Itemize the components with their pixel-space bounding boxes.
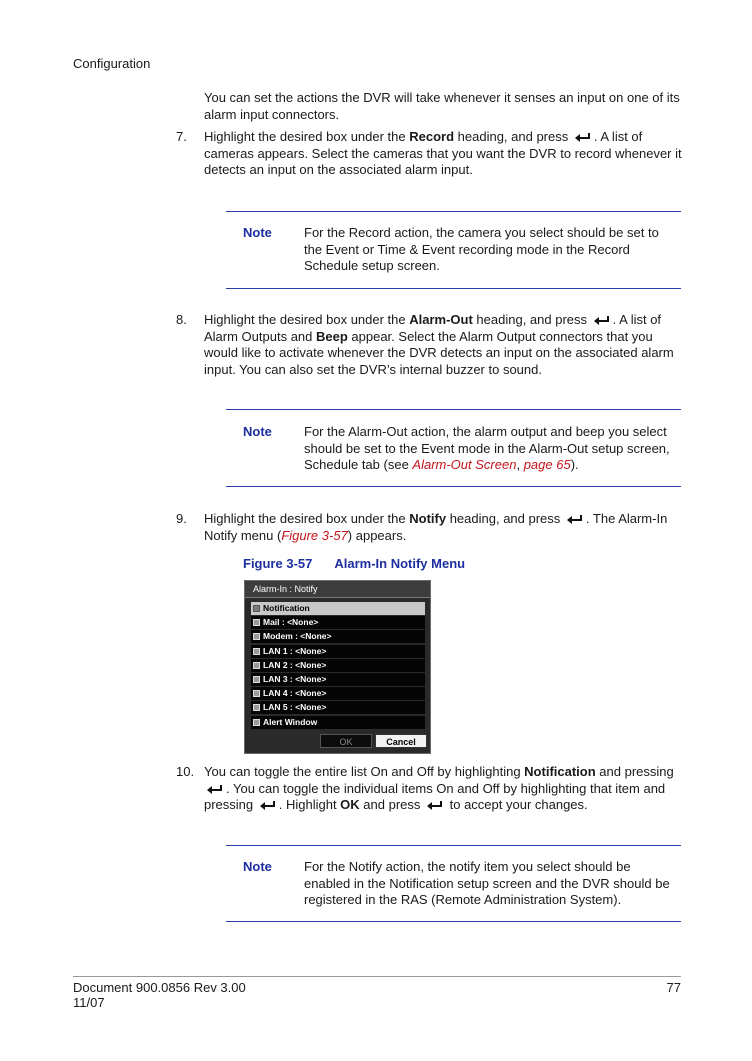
footer-date: 11/07 <box>73 995 105 1010</box>
checkbox-icon <box>253 648 260 655</box>
enter-key-icon <box>566 514 584 524</box>
menu-item-alert-window[interactable]: Alert Window <box>251 716 425 729</box>
menu-list <box>251 602 425 730</box>
menu-item-lan-2[interactable]: LAN 2 : <None> <box>251 659 425 672</box>
checkbox-icon <box>253 605 260 612</box>
note-rule-bottom <box>226 288 681 289</box>
checkbox-icon <box>253 676 260 683</box>
intro-paragraph: You can set the actions the DVR will take whenever it senses an input on one of its alarm input connectors. <box>204 90 680 122</box>
note-label: Note <box>243 225 272 240</box>
note-rule-top <box>226 211 681 212</box>
checkbox-icon <box>253 690 260 697</box>
ok-button[interactable]: OK <box>320 734 372 748</box>
enter-key-icon <box>593 315 611 325</box>
note-label: Note <box>243 859 272 874</box>
section-header: Configuration <box>73 56 151 71</box>
enter-key-icon <box>259 800 277 810</box>
step-8-number: 8. <box>176 312 187 327</box>
checkbox-icon <box>253 719 260 726</box>
checkbox-icon <box>253 633 260 640</box>
footer-document-number: Document 900.0856 Rev 3.00 <box>73 980 246 995</box>
page-number: 77 <box>666 980 681 995</box>
note-text: For the Record action, the camera you select should be set to the Event or Time & Event recording mode in the Record Schedule setup screen. <box>304 225 659 273</box>
note-label: Note <box>243 424 272 439</box>
footer-document-info <box>73 980 246 1010</box>
menu-item-lan-3[interactable]: LAN 3 : <None> <box>251 673 425 686</box>
checkbox-icon <box>253 704 260 711</box>
note-rule-bottom <box>226 921 681 922</box>
step-10-number: 10. <box>176 764 195 779</box>
menu-item-lan-4[interactable]: LAN 4 : <None> <box>251 687 425 700</box>
step-7-number: 7. <box>176 129 187 144</box>
enter-key-icon <box>574 132 592 142</box>
note-text: For the Alarm-Out action, the alarm output and beep you select should be set to the Event mode in the Alarm-Out setup screen, Schedule tab (see Alarm-Out Screen, page 65). <box>304 424 670 472</box>
checkbox-icon <box>253 619 260 626</box>
note-text: For the Notify action, the notify item you select should be enabled in the Notification setup screen and the DVR should be registered in the RAS (Remote Administration System). <box>304 859 670 907</box>
menu-item-mail[interactable]: Mail : <None> <box>251 616 425 629</box>
menu-item-lan-5[interactable]: LAN 5 : <None> <box>251 701 425 714</box>
note-rule-bottom <box>226 486 681 487</box>
figure-3-57-link[interactable]: Figure 3-57 <box>281 527 348 543</box>
page-65-link[interactable]: page 65 <box>523 457 571 472</box>
menu-item-notification[interactable]: Notification <box>251 602 425 615</box>
enter-key-icon <box>206 784 224 794</box>
checkbox-icon <box>253 662 260 669</box>
figure-caption <box>243 556 465 571</box>
footer-rule <box>73 976 681 977</box>
figure-number: Figure 3-57 <box>243 556 313 571</box>
step-8-text: Highlight the desired box under the Alarm-Out heading, and press . A list of Alarm Outputs and Beep appear. Select the Alarm Output connectors that you would like to activate whenever the DVR detects an input on the associated alarm input. You can also set the DVR’s internal buzzer to sound. <box>204 312 674 377</box>
figure-title: Alarm-In Notify Menu <box>334 556 466 571</box>
menu-title: Alarm-In : Notify <box>245 581 430 598</box>
note-rule-top <box>226 409 681 410</box>
step-10-text: You can toggle the entire list On and Off by highlighting Notification and pressing . You can toggle the individual items On and Off by highlighting that item and pressing . Highlight OK and press to accept your changes. <box>204 764 674 812</box>
menu-item-modem[interactable]: Modem : <None> <box>251 630 425 643</box>
cancel-button[interactable]: Cancel <box>375 734 427 748</box>
alarm-in-notify-menu <box>244 580 431 754</box>
note-rule-top <box>226 845 681 846</box>
alarm-out-screen-link[interactable]: Alarm-Out Screen <box>412 457 517 472</box>
step-9-text: Highlight the desired box under the Notify heading, and press . The Alarm-In Notify menu (Figure 3-57) appears. <box>204 511 668 543</box>
step-7-text: Highlight the desired box under the Record heading, and press . A list of cameras appears. Select the cameras that you want the DVR to record whenever it detects an input on the associated alarm input. <box>204 129 682 177</box>
enter-key-icon <box>426 800 444 810</box>
step-9-number: 9. <box>176 511 187 526</box>
menu-item-lan-1[interactable]: LAN 1 : <None> <box>251 645 425 658</box>
